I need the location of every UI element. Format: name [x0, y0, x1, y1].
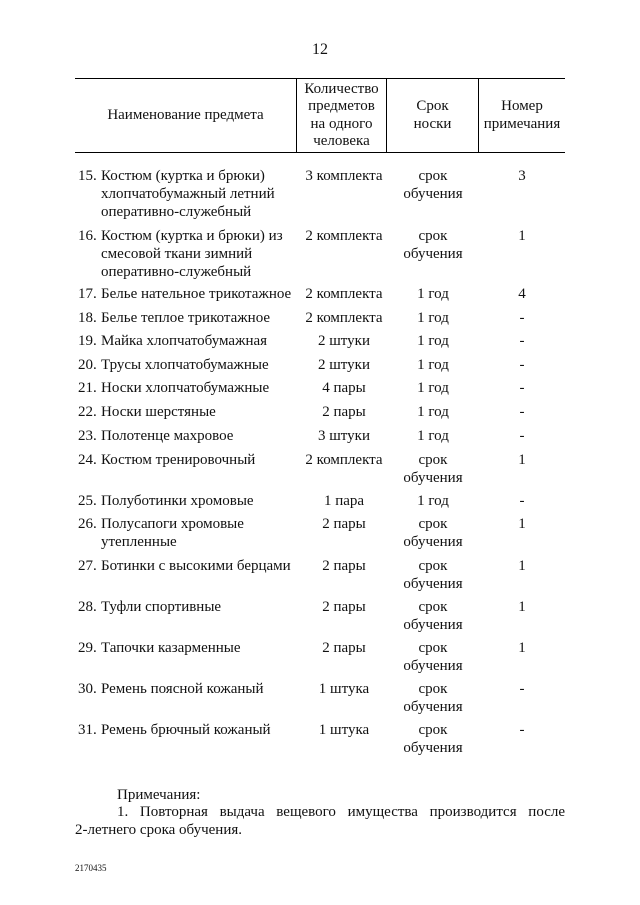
item-number: 29.: [78, 640, 97, 656]
table-row: [0, 451, 640, 487]
item-quantity: 1 штука: [318, 722, 370, 738]
item-wear-term: 1 год: [417, 357, 449, 373]
item-note-number: -: [519, 428, 525, 444]
item-name: Майка хлопчатобумажная: [101, 333, 268, 349]
table-header: [75, 78, 565, 153]
table-row: [0, 332, 640, 350]
item-quantity: 1 пара: [323, 493, 365, 509]
item-note-number: -: [519, 333, 525, 349]
item-wear-term: 1 год: [417, 286, 449, 302]
item-quantity: 2 комплекта: [305, 228, 383, 244]
item-note-number: 1: [518, 228, 526, 244]
item-wear-term: 1 год: [417, 404, 449, 420]
item-wear-term: 1 год: [417, 310, 449, 326]
item-note-number: -: [519, 722, 525, 738]
item-wear-term: 1 год: [417, 428, 449, 444]
item-note-number: -: [519, 404, 525, 420]
item-note-number: -: [519, 310, 525, 326]
item-name: Костюм (куртка и брюки) из смесовой ткани зимний оперативно-служебный: [101, 228, 283, 280]
item-number: 23.: [78, 428, 97, 444]
table-row: [0, 515, 640, 551]
item-number: 26.: [78, 516, 97, 532]
item-wear-term: срок обучения: [403, 228, 463, 262]
item-wear-term: срок обучения: [403, 516, 463, 550]
table-row: [0, 598, 640, 634]
header-item-name: Наименование предмета: [107, 106, 264, 123]
table-row: [0, 379, 640, 397]
item-name: Белье нательное трикотажное: [101, 286, 292, 302]
item-quantity: 1 штука: [318, 681, 370, 697]
item-quantity: 2 комплекта: [305, 452, 383, 468]
header-note-number: Номер примечания: [478, 79, 565, 152]
item-number: 21.: [78, 380, 97, 396]
item-quantity: 2 комплекта: [305, 310, 383, 326]
item-quantity: 2 пары: [322, 640, 366, 656]
item-name: Ботинки с высокими берцами: [101, 558, 291, 574]
table-row: [0, 721, 640, 757]
item-wear-term: срок обучения: [403, 599, 463, 633]
item-wear-term: срок обучения: [403, 168, 463, 202]
item-wear-term: срок обучения: [403, 452, 463, 486]
item-name: Тапочки казарменные: [101, 640, 241, 656]
item-wear-term: срок обучения: [403, 722, 463, 756]
item-number: 27.: [78, 558, 97, 574]
item-number: 19.: [78, 333, 97, 349]
item-name: Костюм тренировочный: [101, 452, 256, 468]
item-quantity: 4 пары: [322, 380, 366, 396]
item-name: Ремень брючный кожаный: [101, 722, 271, 738]
item-name: Белье теплое трикотажное: [101, 310, 271, 326]
item-number: 31.: [78, 722, 97, 738]
item-wear-term: 1 год: [417, 333, 449, 349]
table-row: [0, 403, 640, 421]
item-note-number: 1: [518, 516, 526, 532]
item-name: Носки хлопчатобумажные: [101, 380, 270, 396]
item-note-number: 1: [518, 452, 526, 468]
notes-title: Примечания:: [117, 787, 201, 803]
document-code: 2170435: [75, 863, 107, 873]
item-note-number: 4: [518, 286, 526, 302]
item-wear-term: срок обучения: [403, 681, 463, 715]
table-row: [0, 427, 640, 445]
item-note-number: 1: [518, 640, 526, 656]
item-name: Ремень поясной кожаный: [101, 681, 264, 697]
item-quantity: 2 пары: [322, 558, 366, 574]
item-name: Туфли спортивные: [101, 599, 222, 615]
note-paragraph-line: 1. Повторная выдача вещевого имущества производится после: [117, 804, 565, 820]
item-quantity: 2 штуки: [318, 333, 370, 349]
item-note-number: 1: [518, 599, 526, 615]
item-quantity: 2 комплекта: [305, 286, 383, 302]
item-note-number: 3: [518, 168, 526, 184]
item-wear-term: срок обучения: [403, 558, 463, 592]
item-note-number: 1: [518, 558, 526, 574]
item-quantity: 2 пары: [322, 404, 366, 420]
item-note-number: -: [519, 681, 525, 697]
page-number: 12: [312, 41, 328, 58]
item-number: 16.: [78, 228, 97, 244]
header-quantity: Количество предметов на одного человека: [296, 79, 386, 152]
item-name: Полотенце махровое: [101, 428, 234, 444]
header-wear-term: Срок носки: [386, 79, 478, 152]
item-note-number: -: [519, 357, 525, 373]
item-wear-term: 1 год: [417, 493, 449, 509]
item-name: Полуботинки хромовые: [101, 493, 254, 509]
item-number: 30.: [78, 681, 97, 697]
item-number: 22.: [78, 404, 97, 420]
item-number: 25.: [78, 493, 97, 509]
item-number: 18.: [78, 310, 97, 326]
table-row: [0, 492, 640, 510]
item-quantity: 3 комплекта: [305, 168, 383, 184]
table-row: [0, 167, 640, 221]
table-row: [0, 227, 640, 281]
table-row: [0, 285, 640, 303]
table-row: [0, 639, 640, 675]
item-name: Полусапоги хромовые утепленные: [101, 516, 244, 550]
table-row: [0, 557, 640, 593]
item-number: 24.: [78, 452, 97, 468]
item-wear-term: 1 год: [417, 380, 449, 396]
table-row: [0, 356, 640, 374]
item-number: 17.: [78, 286, 97, 302]
item-number: 15.: [78, 168, 97, 184]
item-number: 20.: [78, 357, 97, 373]
item-note-number: -: [519, 380, 525, 396]
item-wear-term: срок обучения: [403, 640, 463, 674]
table-row: [0, 309, 640, 327]
table-row: [0, 680, 640, 716]
note-paragraph-line: 2-летнего срока обучения.: [75, 822, 242, 838]
item-name: Носки шерстяные: [101, 404, 216, 420]
item-number: 28.: [78, 599, 97, 615]
item-quantity: 2 пары: [322, 599, 366, 615]
item-name: Костюм (куртка и брюки) хлопчатобумажный летний оперативно-служебный: [101, 168, 275, 220]
item-quantity: 2 пары: [322, 516, 366, 532]
item-name: Трусы хлопчатобумажные: [101, 357, 269, 373]
item-quantity: 2 штуки: [318, 357, 370, 373]
item-note-number: -: [519, 493, 525, 509]
item-quantity: 3 штуки: [318, 428, 370, 444]
